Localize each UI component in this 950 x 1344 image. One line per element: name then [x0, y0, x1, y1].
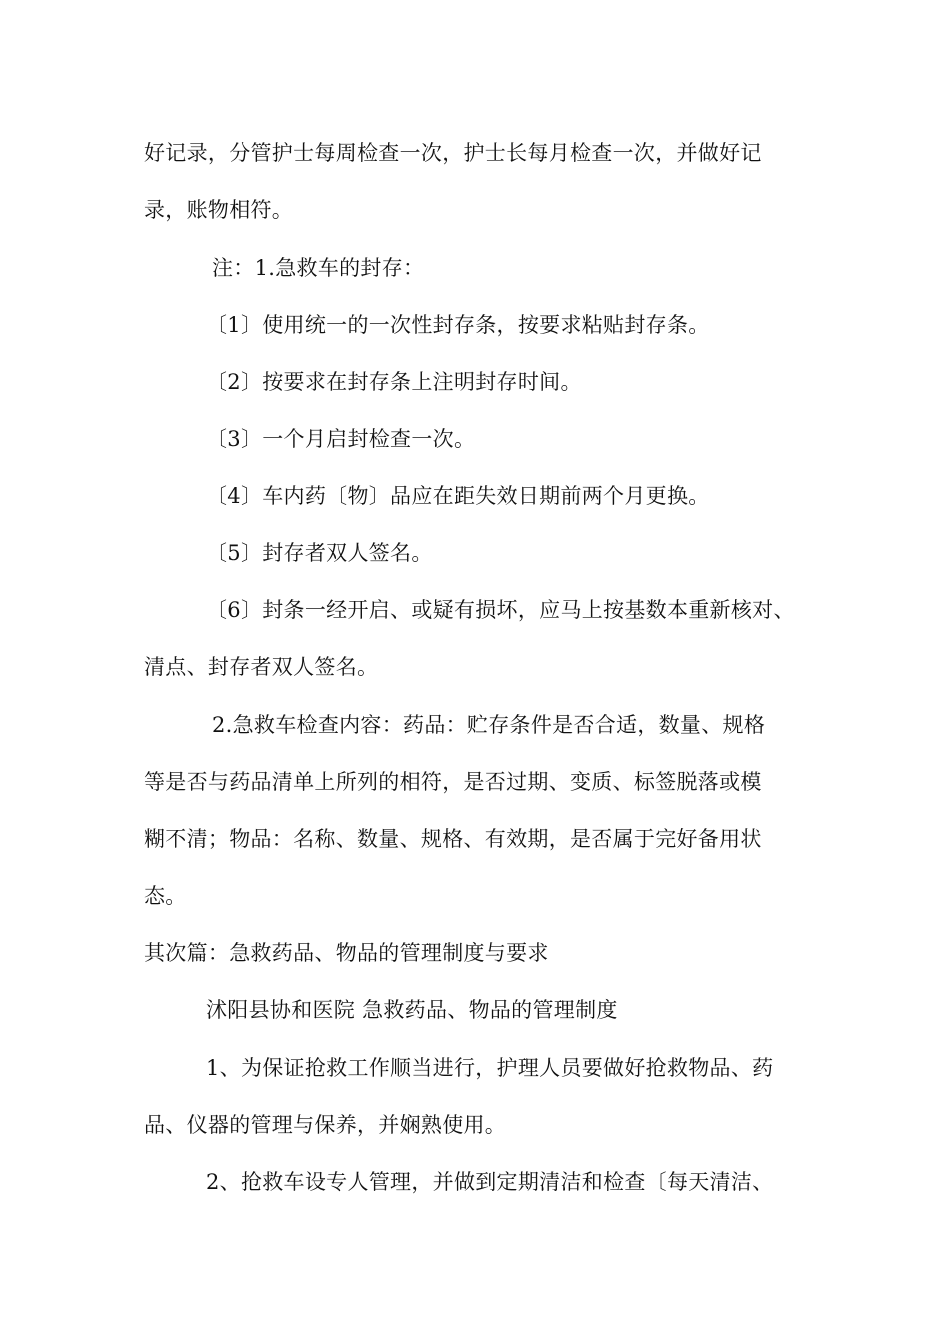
text-line: 2、抢救车设专人管理，并做到定期清洁和检查〔每天清洁、: [206, 1170, 774, 1194]
list-item: 〔6〕封条一经开启、或疑有损坏，应马上按基数本重新核对、: [206, 598, 795, 622]
section-subtitle: 沭阳县协和医院 急救药品、物品的管理制度: [206, 998, 618, 1022]
text-line: 等是否与药品清单上所列的相符，是否过期、变质、标签脱落或模: [144, 770, 762, 794]
section-heading: 其次篇：急救药品、物品的管理制度与要求: [144, 941, 549, 965]
text-line: 1、为保证抢救工作顺当进行，护理人员要做好抢救物品、药: [206, 1056, 774, 1080]
note-heading: 注：1.急救车的封存：: [212, 256, 425, 280]
list-item: 〔1〕使用统一的一次性封存条，按要求粘贴封存条。: [206, 313, 710, 337]
list-item: 〔4〕车内药〔物〕品应在距失效日期前两个月更换。: [206, 484, 710, 508]
text-line: 好记录，分管护士每周检查一次，护士长每月检查一次，并做好记: [144, 141, 762, 165]
text-line: 2.急救车检查内容：药品：贮存条件是否合适，数量、规格: [212, 713, 766, 737]
text-line: 糊不清；物品：名称、数量、规格、有效期，是否属于完好备用状: [144, 827, 762, 851]
list-item: 〔2〕按要求在封存条上注明封存时间。: [206, 370, 582, 394]
text-line: 清点、封存者双人签名。: [144, 655, 379, 679]
text-line: 录，账物相符。: [144, 198, 294, 222]
text-line: 品、仪器的管理与保养，并娴熟使用。: [144, 1113, 507, 1137]
text-line: 态。: [144, 884, 187, 908]
list-item: 〔3〕一个月启封检查一次。: [206, 427, 476, 451]
list-item: 〔5〕封存者双人签名。: [206, 541, 433, 565]
